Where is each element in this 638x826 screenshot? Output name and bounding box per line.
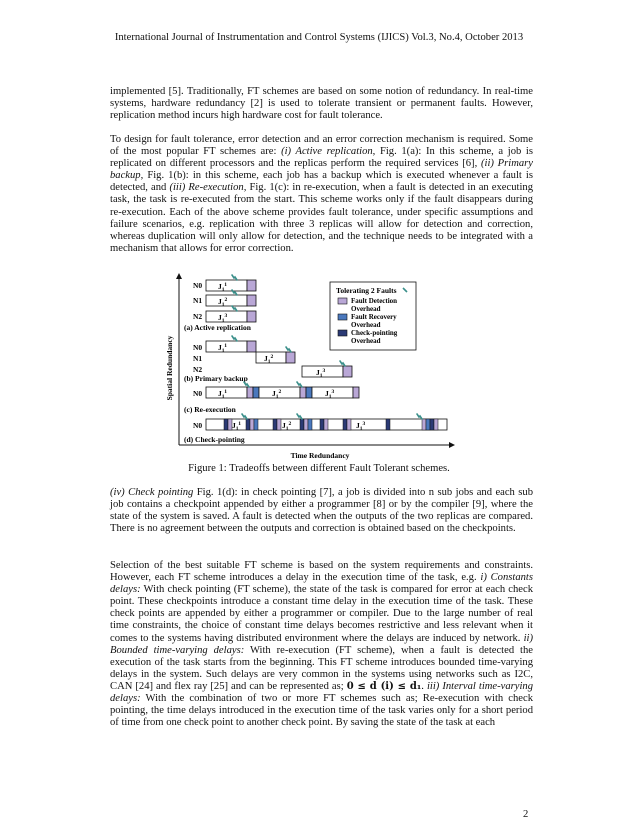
job-label: $J_1^1$ bbox=[218, 389, 227, 400]
job-label: $J_1^3$ bbox=[325, 389, 335, 400]
detection-overhead bbox=[353, 387, 359, 398]
detection-overhead bbox=[277, 419, 281, 430]
legend bbox=[330, 282, 416, 350]
fault-marker-icon bbox=[232, 275, 237, 280]
detection-overhead bbox=[286, 352, 295, 363]
node-label: N0 bbox=[193, 421, 203, 430]
section-label-d: (d) Check-pointing bbox=[184, 435, 245, 444]
section-label-a: (a) Active replication bbox=[184, 323, 251, 332]
y-axis-label: Spatial Redundancy bbox=[165, 335, 174, 401]
fault-marker-icon bbox=[297, 382, 302, 387]
job-label: $J_1^2$ bbox=[272, 389, 282, 400]
job-label: $J_1^2$ bbox=[218, 297, 228, 308]
recovery-overhead bbox=[426, 419, 430, 430]
page-number: 2 bbox=[523, 809, 529, 820]
fault-marker-icon bbox=[242, 414, 247, 419]
job-label: $J_1^3$ bbox=[316, 368, 326, 379]
detection-overhead bbox=[300, 387, 306, 398]
detection-overhead bbox=[247, 311, 256, 322]
legend-label: Overhead bbox=[351, 337, 381, 345]
legend-label: Overhead bbox=[351, 321, 381, 329]
figure-caption: Figure 1: Tradeoffs between different Fault Tolerant schemes. bbox=[188, 463, 450, 474]
detection-overhead bbox=[324, 419, 328, 430]
job-label: $J_1^3$ bbox=[218, 313, 228, 324]
node-label: N2 bbox=[193, 365, 203, 374]
checkpoint-overhead bbox=[320, 419, 324, 430]
detection-overhead bbox=[247, 280, 256, 291]
legend-title: Tolerating 2 Faults bbox=[336, 286, 397, 295]
node-label: N0 bbox=[193, 343, 203, 352]
job-label: $J_1^3$ bbox=[356, 421, 366, 432]
section-label-c: (c) Re-execution bbox=[184, 405, 236, 414]
checkpoint-overhead bbox=[300, 419, 304, 430]
checkpoint-overhead bbox=[273, 419, 277, 430]
paragraph-check-pointing: (iv) Check pointing Fig. 1(d): in check pointing [7], a job is divided into n sub jobs and each sub job contains a checkpoint appended by either a programmer [8] or by the compiler [9], where the state of the system is saved. A fault is detected when the outputs of the two replicas are compared. There is no agreement between the outputs and correction is obtained based on the checkpoints. bbox=[110, 487, 533, 535]
recovery-overhead bbox=[253, 387, 259, 398]
detection-overhead bbox=[422, 419, 426, 430]
legend-swatch-checkpoint bbox=[338, 330, 347, 336]
fault-marker-icon bbox=[232, 336, 237, 341]
detection-overhead bbox=[434, 419, 438, 430]
legend-label: Overhead bbox=[351, 305, 381, 313]
fault-marker-icon bbox=[340, 361, 345, 366]
node-label: N0 bbox=[193, 389, 203, 398]
node-label: N0 bbox=[193, 281, 203, 290]
legend-label: Check-pointing bbox=[351, 329, 398, 337]
checkpoint-overhead bbox=[224, 419, 228, 430]
node-label: N1 bbox=[193, 296, 203, 305]
detection-overhead bbox=[347, 419, 351, 430]
job-label: $J_1^1$ bbox=[218, 343, 227, 354]
job-label: $J_1^2$ bbox=[264, 354, 274, 365]
detection-overhead bbox=[247, 387, 253, 398]
node-label: N2 bbox=[193, 312, 203, 321]
fault-marker-icon bbox=[286, 347, 291, 352]
legend-swatch-detection bbox=[338, 298, 347, 304]
paragraph-ft-delays: Selection of the best suitable FT scheme is based on the system requirements and constraints. However, each FT scheme introduces a delay in the execution time of the task, e.g. i) Constants delays: With check pointing (FT scheme), the state of the task is compared for error at each check point. These checkpoints introduce a constant time delay in the execution time of the task. These check points are appended by either a programmer or compiler. Due to the large number of real time constraints, the choice of constant time delays becomes restrictive and less relevant when it comes to the systems having distributed environment where the delays are induced by network. ii) Bounded time-varying delays: With re-execution (FT scheme), when a fault is detected the execution of the task starts from the beginning. This FT scheme introduces bounded time-varying delays in the system. Such delays are very common in the systems using networks such as I2C, CAN [24] and flex ray [25] and can be represented as; 0 ≤ d (i) ≤ d₁. iii) Interval time-varying delays: With the combination of two or more FT schemes such as; Re-execution with check pointing, the time delays introduced in the execution time of the task varies only for a short period of time from one check point to another check point. By saving the state of the task at each bbox=[110, 560, 534, 729]
checkpoint-overhead bbox=[343, 419, 347, 430]
checkpoint-overhead bbox=[430, 419, 434, 430]
fault-marker-icon bbox=[232, 306, 237, 311]
journal-header: International Journal of Instrumentation and Control Systems (IJICS) Vol.3, No.4, October 2013 bbox=[114, 32, 524, 43]
legend-label: Fault Detection bbox=[351, 297, 398, 305]
job-label: $J_1^1$ bbox=[232, 421, 241, 432]
job-label: $J_1^2$ bbox=[282, 421, 292, 432]
detection-overhead bbox=[304, 419, 308, 430]
paragraph-ft-schemes: To design for fault tolerance, error detection and an error correction mechanism is required. Some of the most popular FT schemes are: (i) Active replication, Fig. 1(a): In this scheme, a job is replicated on different processors and the replicas perform the required services [6], (ii) Primary backup, Fig. 1(b): in this scheme, each job has a backup which is executed whenever a fault is detected, and (iii) Re-execution, Fig. 1(c): in re-execution, when a fault is detected in an executing task, the task is re-executed from the start. This scheme works only if the fault disappears during re-execution. Each of the above scheme provides fault tolerance, under specific assumptions and failure scenarios, e.g. replication with three 3 replicas will allow for detection and correction, whereas duplication will only allow for detection, and the technique needs to be integrated with a mechanism that allows for error correction. bbox=[110, 134, 533, 254]
detection-overhead bbox=[250, 419, 254, 430]
legend-swatch-recovery bbox=[338, 314, 347, 320]
legend-label: Fault Recovery bbox=[351, 313, 397, 321]
node-label: N1 bbox=[193, 354, 203, 363]
section-label-b: (b) Primary backup bbox=[184, 374, 248, 383]
checkpoint-overhead bbox=[386, 419, 390, 430]
recovery-overhead bbox=[306, 387, 312, 398]
detection-overhead bbox=[247, 341, 256, 352]
job-label: $J_1^1$ bbox=[218, 282, 227, 293]
fault-marker-icon bbox=[297, 414, 302, 419]
paragraph-redundancy: implemented [5]. Traditionally, FT schemes are based on some notion of redundancy. In real-time systems, hardware redundancy [2] is used to tolerate transient or permanent faults. However, replication method incurs high hardware cost for fault tolerance. bbox=[110, 86, 533, 122]
detection-overhead bbox=[343, 366, 352, 377]
figure-ft-tradeoffs bbox=[160, 270, 470, 462]
recovery-overhead bbox=[254, 419, 258, 430]
recovery-overhead bbox=[308, 419, 312, 430]
checkpoint-overhead bbox=[246, 419, 250, 430]
detection-overhead bbox=[247, 295, 256, 306]
x-axis-label: Time Redundancy bbox=[290, 451, 350, 460]
fault-marker-icon bbox=[417, 414, 422, 419]
